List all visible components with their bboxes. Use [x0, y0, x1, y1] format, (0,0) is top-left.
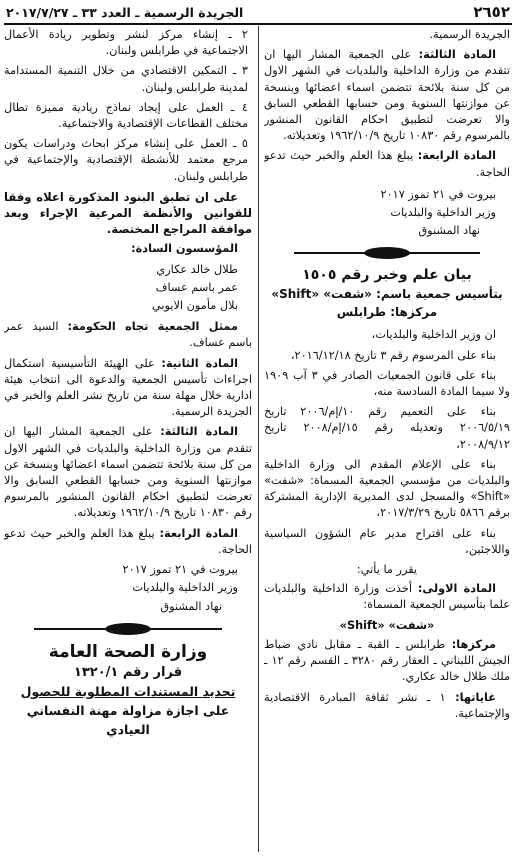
- goals-text: ١ ـ نشر ثقافة المبادرة الاقتصادية والإجتماعية.: [264, 690, 510, 720]
- association-line: بتأسيس جمعية باسم: «شفت» «Shift»: [271, 287, 503, 302]
- founder-name: طلال خالد عكاري: [156, 262, 238, 276]
- goal-item: ٤ ـ العمل على إيجاد نماذج ريادية مميزة تطال مختلف القطاعات الإقتصادية والاجتماعية.: [4, 100, 248, 131]
- article-label: المادة الثالثة:: [418, 48, 496, 62]
- association-name: «شفت» «Shift»: [339, 618, 435, 632]
- right-column: [264, 27, 510, 854]
- signer-title: وزير الداخلية والبلديات: [132, 581, 238, 595]
- recital: بناء على قانون الجمعيات الصادر في ٣ آب ١٩٠٩ ولا سيما المادة السادسة منه،: [264, 368, 510, 399]
- article-label: المادة الرابعة:: [417, 149, 496, 163]
- page-number: ٢٦٥٢: [473, 3, 510, 21]
- government-representative: [4, 319, 252, 351]
- article-label: المادة الثالثة:: [160, 425, 238, 439]
- place-date: بيروت في ٢١ تموز ٢٠١٧: [122, 563, 238, 577]
- column-rule: [258, 26, 259, 852]
- bold-note: على ان تطبق البنود المذكورة اعلاه وفقا للقوانين والأنظمة المرعية الإجراء وبعد موافقة المراجع المختصة.: [4, 189, 252, 237]
- founder-name: عمر باسم عساف: [155, 280, 238, 294]
- continuation-line: الجريدة الرسمية.: [429, 28, 510, 41]
- signer-name: نهاد المشنوق: [418, 224, 480, 238]
- article-3-left: [4, 424, 252, 521]
- goals-label: غاياتها:: [455, 690, 496, 704]
- article-text: يبلغ هذا العلم والخبر حيث تدعو الحاجة.: [264, 149, 510, 179]
- rep-text: السيد عمر باسم عساف.: [4, 320, 252, 350]
- ministry-title: وزارة الصحة العامة: [48, 641, 208, 662]
- hq-line: مركزها: طرابلس: [336, 305, 438, 320]
- place-date: بيروت في ٢١ تموز ٢٠١٧: [380, 187, 496, 201]
- signer-title: وزير الداخلية والبلديات: [390, 206, 496, 220]
- article-text: يبلغ هذا العلم والخبر حيث تدعو الحاجة.: [4, 526, 252, 556]
- article-4-left: [4, 526, 252, 558]
- article-1: [264, 581, 510, 613]
- goal-item: ٥ ـ العمل على إنشاء مركز ابحاث ودراسات يكون مرجع معتمد للأنشطة الإقتصادية والإجتماعية في طرابلس ولبنان.: [4, 137, 248, 183]
- goals-start: [264, 690, 510, 722]
- article-2: [4, 356, 252, 421]
- article-text: على الجمعية المشار اليها ان تتقدم من وزارة الداخلية والبلديات في الشهر الاول من كل سنة بلائحة تتضمن اسماء اعضائها وبنسخة عن موازنتها السنوية ومن حسابها القطعي السابق والا تعرضت لتطبيق احكام القانون المنشور بالمرسوم رقم ١٠٨٣٠ تاريخ ١٩٦٢/١٠/٩ وتعديلاته.: [264, 48, 510, 143]
- decision-title-2: على اجازة مزاولة مهنة النفساني العيادي: [26, 702, 230, 737]
- goal-item: ٢ ـ إنشاء مركز لنشر وتطوير ريادة الأعمال الاجتماعية في طرابلس ولبنان.: [4, 28, 248, 58]
- decision-number: قرار رقم ١٣٢٠/١: [73, 664, 183, 680]
- article-text: أخذت وزارة الداخلية والبلديات علما بتأسيس الجمعية المسماة:: [264, 582, 510, 612]
- recital: بناء على الإعلام المقدم الى وزارة الداخلية والبلديات من مؤسسي الجمعية المسماة: «شفت» «Shift» والمسجل لدى المديرية الإدارية المشتركة برقم ٥٨٦٦ تاريخ ٢٠١٧/٣/٢٩،: [264, 457, 510, 520]
- notice-title: بيان علم وخبر رقم ١٥٠٥: [302, 267, 472, 284]
- header-rule: [4, 23, 512, 25]
- decision-title-1: تحديد المستندات المطلوبة للحصول: [20, 683, 236, 699]
- rep-label: ممثل الجمعية تجاه الحكومة:: [67, 320, 239, 334]
- article-3-right: [264, 47, 510, 144]
- article-label: المادة الاولى:: [417, 582, 497, 596]
- hq-text: طرابلس ـ القبة ـ مقابل نادي ضباط الجيش اللبناني ـ العقار رقم ٣٢٨٠ ـ القسم رقم ١٢ ـ ملك طلال خالد عكاري.: [264, 637, 510, 684]
- article-text: على الجمعية المشار اليها ان تتقدم من وزارة الداخلية والبلديات في الشهر الاول من كل سنة بلائحة تتضمن اسماء اعضائها وبنسخة عن موازنتها السنوية ومن حسابها القطعي السابق والا تعرضت لتطبيق احكام القانون المنشور بالمرسوم رقم ١٠٨٣٠ تاريخ ١٩٦٢/١٠/٩ وتعديلاته.: [4, 425, 252, 520]
- article-label: المادة الرابعة:: [159, 526, 238, 540]
- issue-info: الجريدة الرسمية ـ العدد ٣٣ ـ ٢٠١٧/٧/٢٧: [6, 4, 244, 20]
- recital: بناء على المرسوم رقم ٣ تاريخ ٢٠١٦/١٢/١٨،: [290, 348, 496, 362]
- section-divider: [14, 623, 242, 635]
- intro-line: ان وزير الداخلية والبلديات،: [371, 328, 496, 342]
- headquarters: [264, 637, 510, 686]
- article-label: المادة الثانية:: [161, 356, 238, 370]
- founders-label: المؤسسون السادة:: [131, 242, 238, 256]
- article-text: على الهيئة التأسيسية استكمال اجراءات تأسيس الجمعية والدعوة الى انتخاب هيئة ادارية خلال مهلة سنة من تاريخ نشر العلم والخبر في الجريدة الرسمية.: [4, 356, 252, 419]
- left-column: [4, 27, 252, 854]
- article-4-right: [264, 148, 510, 180]
- founder-name: بلال مأمون الايوبي: [151, 299, 238, 313]
- recital: بناء على اقتراح مدير عام الشؤون السياسية واللاجئين،: [264, 526, 510, 556]
- page-header: [6, 2, 510, 22]
- section-divider: [274, 247, 500, 259]
- decides-line: يقرر ما يأتي:: [356, 563, 418, 577]
- signer-name: نهاد المشنوق: [160, 599, 222, 613]
- hq-label: مركزها:: [451, 637, 496, 651]
- recital: بناء على التعميم رقم ١٠/إم/٢٠٠٦ تاريخ ٢٠٠٦/٥/١٩ وتعديله رقم ١٥/إم/٢٠٠٨ تاريخ ٢٠٠٨/٩/١٢،: [264, 405, 510, 451]
- goal-item: ٣ ـ التمكين الاقتصادي من خلال التنمية المستدامة لمدينة طرابلس ولبنان.: [4, 64, 248, 94]
